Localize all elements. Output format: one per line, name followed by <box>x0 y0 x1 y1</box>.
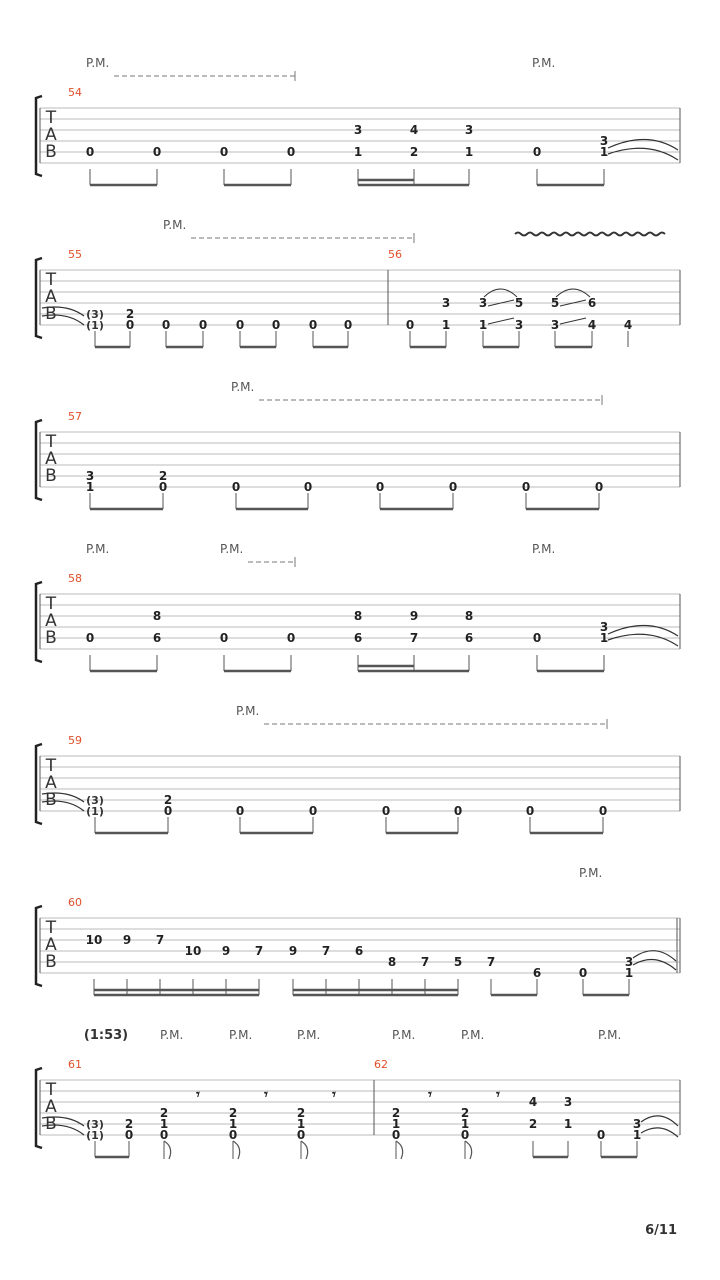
fret-number: 0 <box>521 480 531 494</box>
fret-number: 0 <box>125 318 135 332</box>
measure-number: 61 <box>68 1058 82 1071</box>
fret-number: 3 <box>441 296 451 310</box>
fret-number: 7 <box>321 944 331 958</box>
palm-mute-label: P.M. <box>598 1028 622 1042</box>
tab-clef-letter: A <box>45 935 57 955</box>
fret-number: 1 <box>599 145 609 159</box>
note-flag <box>396 1141 403 1159</box>
fret-number: 1 <box>159 1117 169 1131</box>
tab-clef-letter: T <box>45 108 57 128</box>
measure-number: 62 <box>374 1058 388 1071</box>
fret-number: 3 <box>599 620 609 634</box>
fret-number: 0 <box>85 145 95 159</box>
fret-number: 9 <box>122 933 132 947</box>
tab-clef-letter: B <box>45 466 57 486</box>
fret-number: 7 <box>420 955 430 969</box>
fret-number: 0 <box>286 145 296 159</box>
fret-number: (1) <box>86 319 104 332</box>
fret-number: 0 <box>152 145 162 159</box>
tie <box>633 960 676 970</box>
fret-number: 1 <box>353 145 363 159</box>
fret-number: 3 <box>624 955 634 969</box>
eighth-rest: 𝄾 <box>496 1087 500 1103</box>
fret-number: 3 <box>550 318 560 332</box>
palm-mute-label: P.M. <box>532 542 556 556</box>
tab-clef-letter: T <box>45 756 57 776</box>
eighth-rest: 𝄾 <box>332 1087 336 1103</box>
fret-number: 1 <box>441 318 451 332</box>
measure-number: 58 <box>68 572 82 585</box>
fret-number: 3 <box>464 123 474 137</box>
palm-mute-label: P.M. <box>392 1028 416 1042</box>
fret-number: 7 <box>486 955 496 969</box>
fret-number: 0 <box>85 631 95 645</box>
fret-number: 0 <box>532 631 542 645</box>
tab-clef-letter: B <box>45 952 57 972</box>
tab-clef-letter: T <box>45 918 57 938</box>
tie <box>608 634 678 646</box>
fret-number: 10 <box>85 933 103 947</box>
fret-number: 1 <box>563 1117 573 1131</box>
fret-number: 6 <box>152 631 162 645</box>
fret-number: 3 <box>514 318 524 332</box>
fret-number: 1 <box>391 1117 401 1131</box>
fret-number: 9 <box>221 944 231 958</box>
palm-mute-label: P.M. <box>220 542 244 556</box>
vibrato <box>515 233 665 236</box>
fret-number: 1 <box>296 1117 306 1131</box>
tab-clef-letter: A <box>45 449 57 469</box>
fret-number: 0 <box>405 318 415 332</box>
fret-number: 2 <box>158 469 168 483</box>
fret-number: 8 <box>152 609 162 623</box>
note-flag <box>164 1141 171 1159</box>
measure-number: 60 <box>68 896 82 909</box>
fret-number: 9 <box>409 609 419 623</box>
fret-number: 10 <box>184 944 202 958</box>
fret-number: 4 <box>587 318 597 332</box>
slide <box>488 318 514 324</box>
tab-clef-letter: B <box>45 1114 57 1134</box>
fret-number: 0 <box>158 480 168 494</box>
fret-number: 1 <box>85 480 95 494</box>
fret-number: 1 <box>228 1117 238 1131</box>
palm-mute-label: P.M. <box>229 1028 253 1042</box>
fret-number: 0 <box>448 480 458 494</box>
fret-number: 0 <box>375 480 385 494</box>
fret-number: 0 <box>391 1128 401 1142</box>
fret-number: 0 <box>532 145 542 159</box>
fret-number: 4 <box>528 1095 538 1109</box>
fret-number: 1 <box>599 631 609 645</box>
slur <box>556 289 590 297</box>
fret-number: 4 <box>409 123 419 137</box>
slide <box>560 318 586 324</box>
fret-number: 0 <box>271 318 281 332</box>
palm-mute-label: P.M. <box>461 1028 485 1042</box>
fret-number: 0 <box>219 145 229 159</box>
fret-number: 0 <box>525 804 535 818</box>
eighth-rest: 𝄾 <box>196 1087 200 1103</box>
fret-number: 3 <box>599 134 609 148</box>
tab-staff <box>36 410 680 500</box>
fret-number: 0 <box>235 318 245 332</box>
fret-number: 2 <box>296 1106 306 1120</box>
fret-number: (1) <box>86 1129 104 1142</box>
tab-clef-letter: B <box>45 790 57 810</box>
note-flag <box>465 1141 472 1159</box>
measure-number: 55 <box>68 248 82 261</box>
tab-clef-letter: T <box>45 594 57 614</box>
palm-mute-label: P.M. <box>579 866 603 880</box>
fret-number: 8 <box>353 609 363 623</box>
tab-clef-letter: B <box>45 142 57 162</box>
fret-number: 2 <box>528 1117 538 1131</box>
fret-number: 2 <box>124 1117 134 1131</box>
eighth-rest: 𝄾 <box>428 1087 432 1103</box>
tab-clef-letter: T <box>45 270 57 290</box>
fret-number: 0 <box>460 1128 470 1142</box>
palm-mute-label: P.M. <box>163 218 187 232</box>
fret-number: 0 <box>228 1128 238 1142</box>
fret-number: 4 <box>623 318 633 332</box>
fret-number: 1 <box>460 1117 470 1131</box>
fret-number: 2 <box>163 793 173 807</box>
palm-mute-label: P.M. <box>86 56 110 70</box>
fret-number: 0 <box>161 318 171 332</box>
fret-number: 0 <box>198 318 208 332</box>
fret-number: 0 <box>381 804 391 818</box>
tab-clef-letter: B <box>45 304 57 324</box>
fret-number: 7 <box>409 631 419 645</box>
palm-mute-label: P.M. <box>236 704 260 718</box>
fret-number: 2 <box>228 1106 238 1120</box>
fret-number: 0 <box>596 1128 606 1142</box>
fret-number: 1 <box>478 318 488 332</box>
tab-clef-letter: A <box>45 773 57 793</box>
fret-number: 0 <box>296 1128 306 1142</box>
eighth-rest: 𝄾 <box>264 1087 268 1103</box>
fret-number: 3 <box>353 123 363 137</box>
fret-number: 6 <box>587 296 597 310</box>
measure-number: 57 <box>68 410 82 423</box>
fret-number: 0 <box>343 318 353 332</box>
fret-number: 5 <box>550 296 560 310</box>
fret-number: 0 <box>578 966 588 980</box>
fret-number: 3 <box>478 296 488 310</box>
fret-number: 8 <box>464 609 474 623</box>
fret-number: 1 <box>464 145 474 159</box>
page-number: 6/11 <box>645 1223 677 1238</box>
fret-number: 0 <box>231 480 241 494</box>
fret-number: 0 <box>163 804 173 818</box>
fret-number: 2 <box>391 1106 401 1120</box>
fret-number: 0 <box>235 804 245 818</box>
fret-number: 1 <box>632 1128 642 1142</box>
palm-mute-label: P.M. <box>160 1028 184 1042</box>
fret-number: 9 <box>288 944 298 958</box>
fret-number: 3 <box>632 1117 642 1131</box>
palm-mute-label: P.M. <box>532 56 556 70</box>
fret-number: 6 <box>354 944 364 958</box>
fret-number: 0 <box>124 1128 134 1142</box>
tab-clef-letter: A <box>45 125 57 145</box>
fret-number: 0 <box>594 480 604 494</box>
fret-number: 0 <box>598 804 608 818</box>
tab-clef-letter: B <box>45 628 57 648</box>
fret-number: 2 <box>409 145 419 159</box>
fret-number: 0 <box>219 631 229 645</box>
fret-number: 5 <box>453 955 463 969</box>
fret-number: 6 <box>353 631 363 645</box>
fret-number: 7 <box>155 933 165 947</box>
fret-number: 0 <box>286 631 296 645</box>
fret-number: 0 <box>303 480 313 494</box>
fret-number: 5 <box>514 296 524 310</box>
palm-mute-label: P.M. <box>231 380 255 394</box>
fret-number: (1) <box>86 805 104 818</box>
fret-number: (3) <box>86 1118 104 1131</box>
palm-mute-label: P.M. <box>86 542 110 556</box>
fret-number: 0 <box>159 1128 169 1142</box>
fret-number: 6 <box>464 631 474 645</box>
fret-number: 3 <box>85 469 95 483</box>
fret-number: 1 <box>624 966 634 980</box>
time-marker: (1:53) <box>83 1028 129 1043</box>
fret-number: 0 <box>453 804 463 818</box>
tab-clef-letter: T <box>45 432 57 452</box>
tab-staff <box>36 734 680 824</box>
fret-number: 0 <box>308 318 318 332</box>
fret-number: 2 <box>159 1106 169 1120</box>
fret-number: 0 <box>308 804 318 818</box>
tab-clef-letter: A <box>45 611 57 631</box>
measure-number: 54 <box>68 86 82 99</box>
slur <box>484 289 517 297</box>
measure-number: 56 <box>388 248 402 261</box>
tab-clef-letter: T <box>45 1080 57 1100</box>
fret-number: 7 <box>254 944 264 958</box>
note-flag <box>233 1141 240 1159</box>
fret-number: (3) <box>86 308 104 321</box>
fret-number: (3) <box>86 794 104 807</box>
fret-number: 6 <box>532 966 542 980</box>
tab-clef-letter: A <box>45 287 57 307</box>
fret-number: 3 <box>563 1095 573 1109</box>
fret-number: 2 <box>460 1106 470 1120</box>
measure-number: 59 <box>68 734 82 747</box>
tie <box>608 148 678 160</box>
note-flag <box>301 1141 308 1159</box>
fret-number: 8 <box>387 955 397 969</box>
palm-mute-label: P.M. <box>297 1028 321 1042</box>
tie <box>641 1128 678 1137</box>
tab-clef-letter: A <box>45 1097 57 1117</box>
fret-number: 2 <box>125 307 135 321</box>
